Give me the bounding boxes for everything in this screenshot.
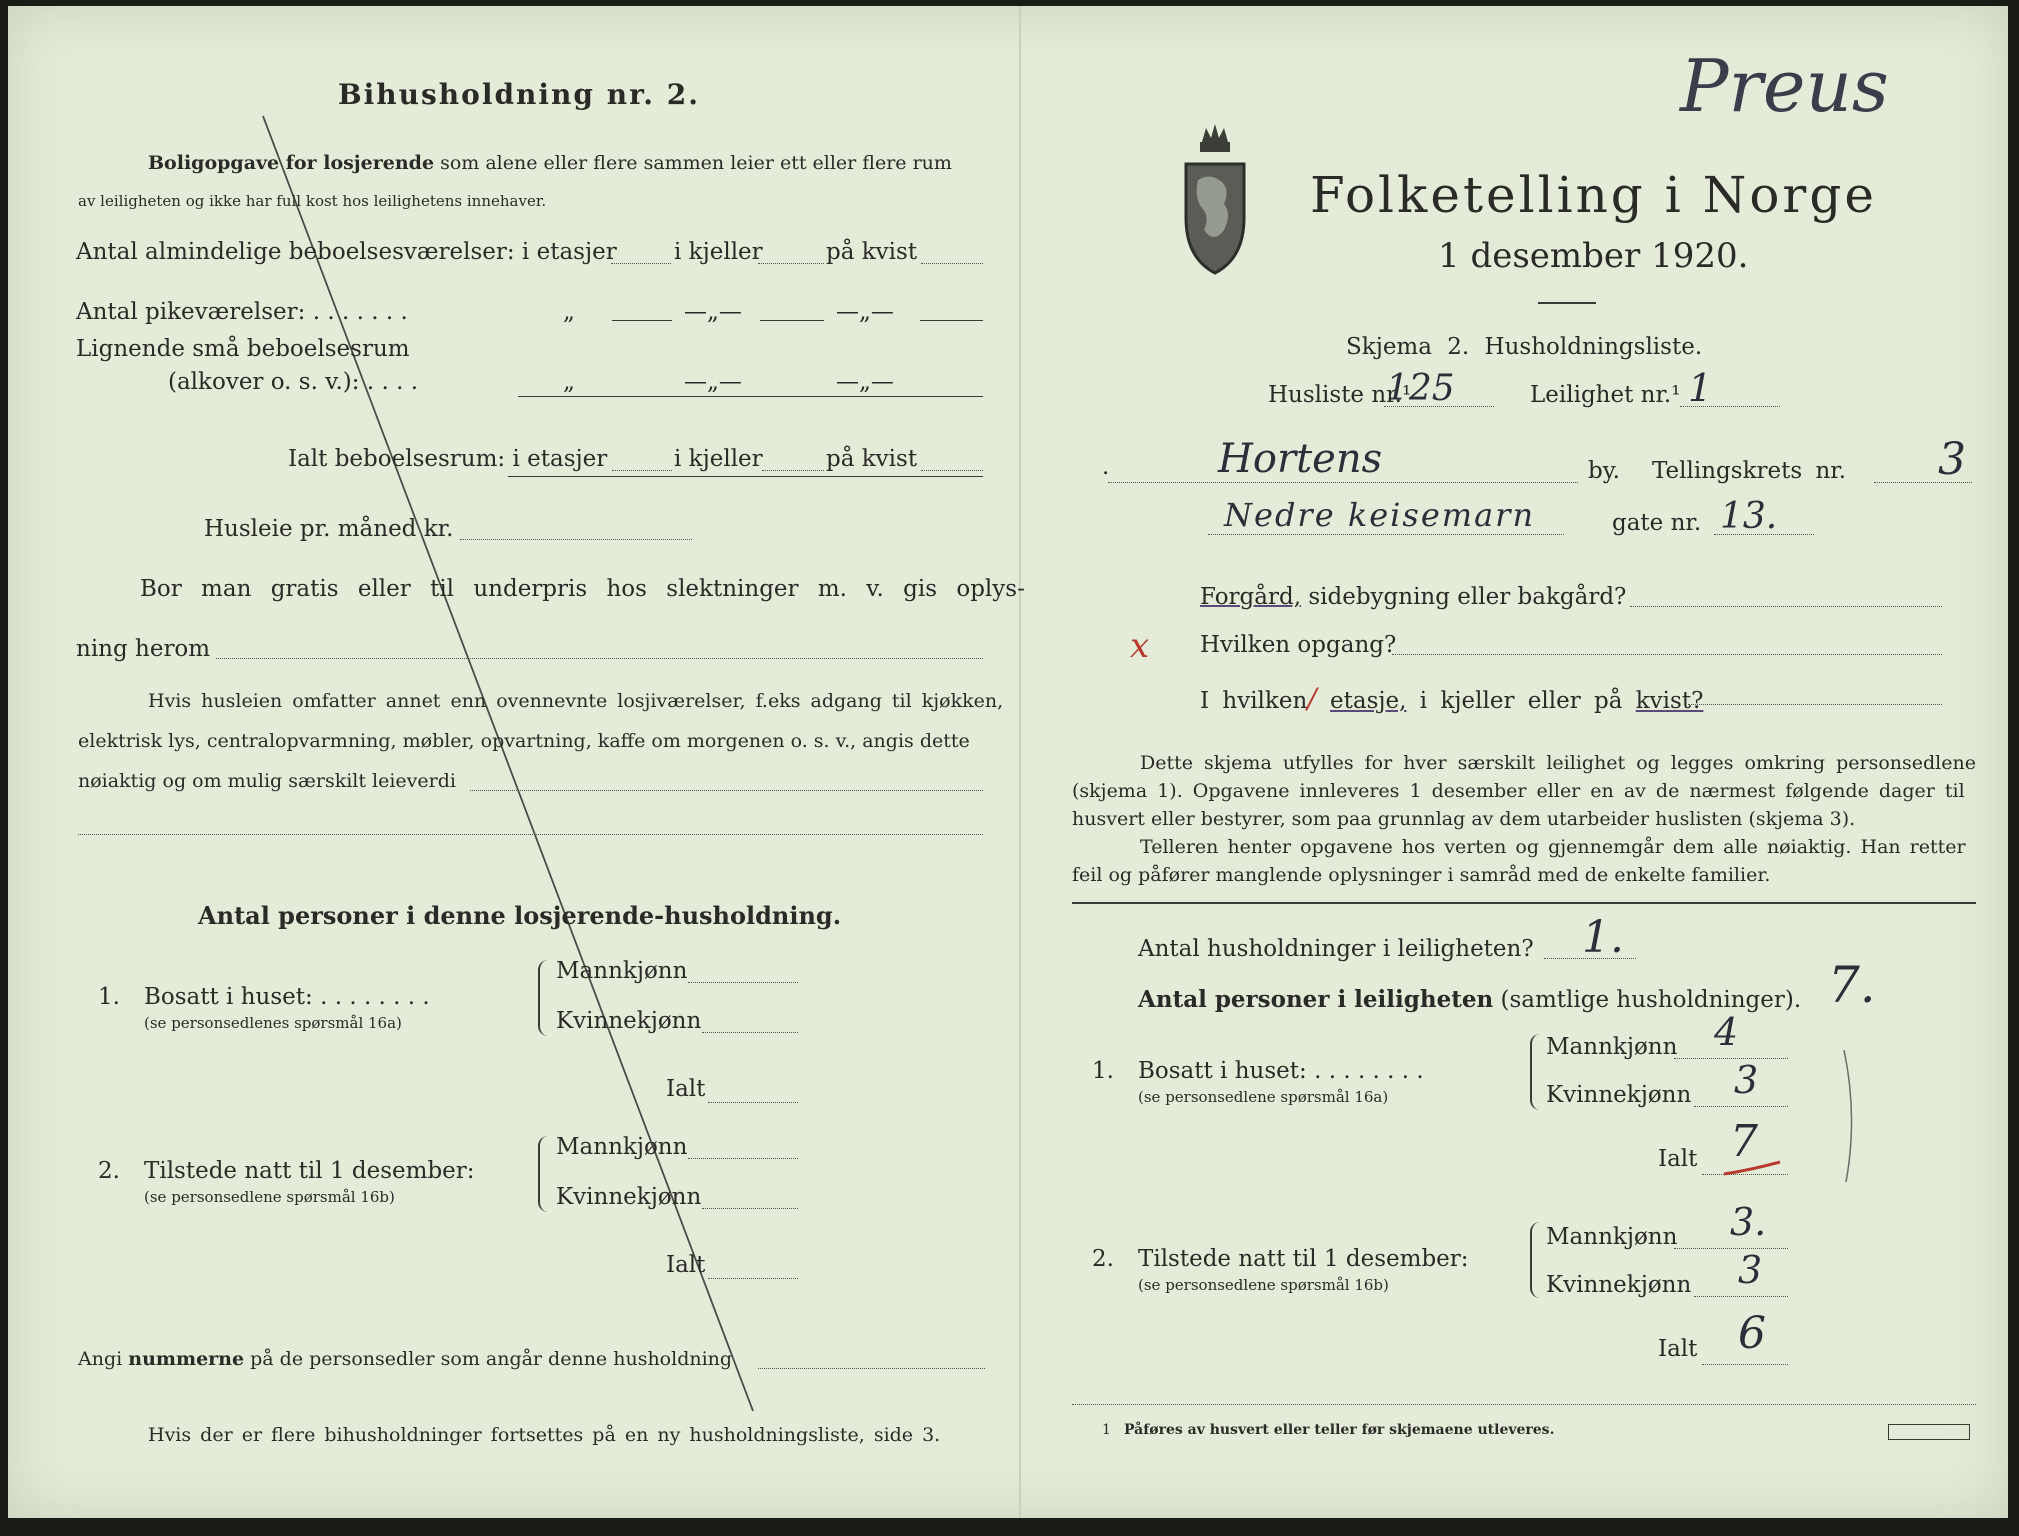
street-field	[1208, 534, 1564, 535]
pike-field-3[interactable]	[920, 320, 983, 321]
right-q1-mann-label: Mannkjønn	[1546, 1034, 1678, 1060]
left-q2-mann-field[interactable]	[688, 1158, 798, 1159]
gate-label: gate nr.	[1612, 510, 1702, 536]
krets-value[interactable]: 3	[1938, 434, 1966, 485]
intro-line2: av leiligheten og ikke har full kost hos leilighetens innehaver.	[78, 192, 547, 210]
lignende-ditto: „	[563, 369, 575, 395]
angi-rest: på de personsedler som angår denne husholdning	[250, 1348, 733, 1370]
left-q2-ialt-field[interactable]	[708, 1278, 798, 1279]
left-title: Bihusholdning nr. 2.	[338, 78, 700, 111]
left-q2-num: 2.	[98, 1158, 120, 1184]
lignende-underline	[518, 396, 983, 397]
right-q2-label: Tilstede natt til 1 desember:	[1138, 1246, 1469, 1272]
info-line-3: husvert eller bestyrer, som paa grunnlag av dem utarbeider huslisten (skjema 3).	[1072, 808, 1856, 830]
right-q2-brace	[1530, 1222, 1546, 1298]
hvis-line-1: Hvis husleien omfatter annet enn ovennevnte losjiværelser, f.eks adgang til kjøkken,	[148, 690, 1004, 712]
street-value[interactable]: Nedre keisemarn	[1224, 496, 1536, 534]
gate-value[interactable]: 13.	[1720, 496, 1778, 537]
gate-field	[1714, 534, 1814, 535]
right-q2-kvinne-label: Kvinnekjønn	[1546, 1272, 1692, 1298]
forgard-rest: sidebygning eller bakgård?	[1308, 584, 1627, 610]
kvist-word[interactable]: kvist?	[1635, 688, 1704, 714]
info-line-2: (skjema 1). Opgavene innleveres 1 desember eller en av de nærmest følgende dager til	[1072, 780, 1965, 802]
opgang-field[interactable]	[1392, 654, 1942, 655]
right-q2-mann-value[interactable]: 3.	[1730, 1200, 1767, 1244]
leilighet-label: Leilighet nr.¹	[1530, 382, 1681, 408]
hvis-line-3: nøiaktig og om mulig særskilt leieverdi	[78, 770, 456, 792]
ialt-kvist-field[interactable]	[921, 470, 983, 471]
skjema-label: Skjema 2. Husholdningsliste.	[1346, 334, 1703, 360]
left-q1-kvinne-field[interactable]	[702, 1032, 798, 1033]
pike-dash-2: —„—	[836, 299, 894, 325]
angi-field[interactable]	[758, 1368, 985, 1369]
husleie-field[interactable]	[460, 539, 692, 540]
footnote-text: Påføres av husvert eller teller før skjemaene utleveres.	[1124, 1422, 1555, 1438]
leieverdi-field[interactable]	[470, 790, 983, 791]
personer-value[interactable]: 7.	[1828, 956, 1876, 1014]
left-q2-brace	[538, 1136, 554, 1212]
rooms-kvist-field[interactable]	[921, 263, 983, 264]
lignende-label-1: Lignende små beboelsesrum	[76, 336, 410, 362]
right-q1-kvinne-field	[1694, 1106, 1788, 1107]
footnote-divider	[1072, 1404, 1976, 1405]
ialt-kvist-label: på kvist	[826, 446, 918, 472]
city-value[interactable]: Hortens	[1218, 436, 1383, 482]
lignende-label-2: (alkover o. s. v.): . . . .	[168, 369, 419, 395]
page-fold	[1019, 6, 1021, 1518]
lignende-dash-2: —„—	[836, 369, 894, 395]
right-q1-mann-field	[1674, 1058, 1788, 1059]
right-q1-ialt-value[interactable]: 7	[1730, 1116, 1758, 1167]
coat-of-arms-icon	[1180, 118, 1250, 278]
pike-field-2[interactable]	[760, 320, 824, 321]
ialt-etasjer-field[interactable]	[612, 470, 672, 471]
persons-heading: Antal personer i denne losjerende-husholdning.	[198, 901, 842, 930]
city-field	[1108, 482, 1578, 483]
husliste-field	[1384, 406, 1494, 407]
forgard-word[interactable]: Forgård,	[1200, 584, 1302, 610]
left-footer: Hvis der er flere bihusholdninger fortsettes på en ny husholdningsliste, side 3.	[148, 1424, 941, 1446]
left-q1-mann-label: Mannkjønn	[556, 958, 688, 984]
right-q1-num: 1.	[1092, 1058, 1114, 1084]
krets-field	[1874, 482, 1972, 483]
info-line-4: Telleren henter opgavene hos verten og gjennemgår dem alle nøiaktig. Han retter	[1140, 836, 1966, 858]
etasje-mid: i kjeller eller på	[1419, 688, 1623, 714]
left-q2-label: Tilstede natt til 1 desember:	[144, 1158, 475, 1184]
right-q1-brace	[1530, 1034, 1546, 1110]
left-q2-kvinne-label: Kvinnekjønn	[556, 1184, 702, 1210]
angi-pre: Angi	[78, 1348, 123, 1370]
opgang-label: Hvilken opgang?	[1200, 632, 1397, 658]
left-q2-sub: (se personsedlene spørsmål 16b)	[144, 1188, 395, 1206]
personer-bold: Antal personer i leiligheten	[1138, 986, 1494, 1013]
pike-dash-1: —„—	[684, 299, 742, 325]
left-q1-kvinne-label: Kvinnekjønn	[556, 1008, 702, 1034]
leilighet-field	[1680, 406, 1780, 407]
ialt-kjeller-label: i kjeller	[674, 446, 763, 472]
pike-label: Antal pikeværelser: . . . . . . .	[76, 299, 408, 325]
bor-line-2: ning herom	[76, 636, 211, 662]
right-q1-mann-value[interactable]: 4	[1714, 1010, 1739, 1054]
right-q2-sub: (se personsedlene spørsmål 16b)	[1138, 1276, 1389, 1294]
intro-bold: Boligopgave for losjerende	[148, 152, 435, 174]
lignende-dash-1: —„—	[684, 369, 742, 395]
right-q1-ialt-label: Ialt	[1658, 1146, 1698, 1172]
husliste-label: Husliste nr.¹	[1268, 382, 1412, 408]
right-q2-mann-label: Mannkjønn	[1546, 1224, 1678, 1250]
red-check-mark	[1720, 1156, 1784, 1180]
right-title: Folketelling i Norge	[1310, 166, 1877, 224]
right-q1-kvinne-value[interactable]: 3	[1734, 1058, 1759, 1102]
right-q2-num: 2.	[1092, 1246, 1114, 1272]
right-q2-ialt-value[interactable]: 6	[1738, 1308, 1766, 1359]
pike-ditto: „	[563, 299, 575, 325]
husliste-value[interactable]: 125	[1386, 368, 1455, 409]
left-q2-ialt-label: Ialt	[666, 1252, 706, 1278]
right-q1-label: Bosatt i huset: . . . . . . . .	[1138, 1058, 1424, 1084]
right-q1-sub: (se personsedlene spørsmål 16a)	[1138, 1088, 1389, 1106]
forgard-field[interactable]	[1630, 606, 1942, 607]
printer-stamp	[1888, 1424, 1970, 1440]
pike-field-1[interactable]	[612, 320, 672, 321]
by-label: by.	[1588, 458, 1620, 484]
right-q2-kvinne-field	[1694, 1296, 1788, 1297]
rooms-kjeller-field[interactable]	[758, 263, 824, 264]
etasje-word[interactable]: etasje,	[1330, 688, 1407, 714]
date-mark	[1538, 302, 1596, 304]
right-q2-ialt-label: Ialt	[1658, 1336, 1698, 1362]
pencil-bracket	[1838, 1046, 1868, 1186]
left-q1-ialt-label: Ialt	[666, 1076, 706, 1102]
opgang-mark: x	[1130, 626, 1150, 666]
info-line-5: feil og påfører manglende oplysninger i samråd med de enkelte familier.	[1072, 864, 1771, 886]
right-q2-ialt-field	[1702, 1364, 1788, 1365]
left-q1-mann-field[interactable]	[688, 982, 798, 983]
strike-line	[8, 6, 1018, 1518]
left-q2-kvinne-field[interactable]	[702, 1208, 798, 1209]
intro-rest: som alene eller flere sammen leier ett eller flere rum	[440, 152, 952, 174]
bor-line-1: Bor man gratis eller til underpris hos slektninger m. v. gis oplys-	[140, 576, 1025, 602]
rooms-kvist-label: på kvist	[826, 239, 918, 265]
signature: Preus	[1680, 44, 1889, 128]
right-date: 1 desember 1920.	[1438, 236, 1749, 276]
hush-label: Antal husholdninger i leiligheten?	[1138, 936, 1534, 962]
left-q2-mann-label: Mannkjønn	[556, 1134, 688, 1160]
husleie-label: Husleie pr. måned kr.	[204, 516, 454, 542]
ialt-rooms-label: Ialt beboelsesrum: i etasjer	[288, 446, 608, 472]
angi-bold: nummerne	[128, 1348, 245, 1370]
right-q2-kvinne-value[interactable]: 3	[1738, 1248, 1763, 1292]
section-divider	[1072, 902, 1976, 904]
rooms-etasjer-field[interactable]	[611, 263, 671, 264]
leieverdi-field-2[interactable]	[78, 834, 983, 835]
bor-field[interactable]	[216, 658, 983, 659]
etasje-pre: I hvilken	[1200, 688, 1308, 714]
footnote-num: 1	[1102, 1422, 1111, 1438]
ialt-kjeller-field[interactable]	[762, 470, 824, 471]
left-q1-sub: (se personsedlenes spørsmål 16a)	[144, 1014, 402, 1032]
left-q1-label: Bosatt i huset: . . . . . . . .	[144, 984, 430, 1010]
left-q1-ialt-field[interactable]	[708, 1102, 798, 1103]
hush-value[interactable]: 1.	[1582, 912, 1624, 963]
right-q2-mann-field	[1674, 1248, 1788, 1249]
census-form-sheet: Bihusholdning nr. 2. Boligopgave for losjerende som alene eller flere sammen leier ett eller flere rum av leiligheten og ikke har full kost hos leilighetens innehaver. Antal almindelige beboelsesværelser: i etasjer i kjeller på kvist Antal pikeværelser: . . . . . . . „ —„— —„— Lignende små beboelsesrum (alkover o. s. v.): . . . . „ —„— —„— Ialt beboelsesrum: i etasjer i kjeller på kvist Husleie pr. måned kr. Bor man gratis eller til underpris hos slektninger m. v. gis oplys- ning herom Hvis husleien omfatter annet enn ovennevnte losjiværelser, f.eks adgang til kjøkken, elektrisk lys, centralopvarmning, møbler, opvartning, kaffe om morgenen o. s. v., angis dette nøiaktig og om mulig særskilt leieverdi Antal personer i denne losjerende-husholdning. 1. Bosatt i huset: . . . . . . . . (se personsedlenes spørsmål 16a) Mannkjønn Kvinnekjønn Ialt 2. Tilstede natt til 1 desember: (se personsedlene spørsmål 16b) Mannkjønn Kvinnekjønn Ialt Angi nummerne på de personsedler som angår denne husholdning Hvis der er flere bihusholdninger fortsettes på en ny husholdningsliste, side 3. Folketelling i Norge 1 desember 1920. Preus Skjema 2. Husholdningsliste. Husliste nr.¹ 125 Leilighet nr.¹ 1 . Hortens by. Tellingskrets nr. 3 Nedre keisemarn gate nr. 13. Forgård, sidebygning eller bakgård? x Hvilken opgang? I hvilken/ etasje, i kjeller eller på kvist? Dette skjema utfylles for hver særskilt leilighet og legges omkring personsedlene (skjema 1). Opgavene innleveres 1 desember eller en av de nærmest følgende dager til husvert eller bestyrer, som paa grunnlag av dem utarbeider huslisten (skjema 3). Telleren henter opgavene hos verten og gjennemgår dem alle nøiaktig. Han retter feil og påfører manglende oplysninger i samråd med de enkelte familier. Antal husholdninger i leiligheten? 1. Antal personer i leiligheten (samtlige husholdninger). 7. 1. Bosatt i huset: . . . . . . . . (se personsedlene spørsmål 16a) Mannkjønn 4 Kvinnekjønn 3 Ialt 7 2. Tilstede natt til 1 desember: (se personsedlene spørsmål 16b) Mannkjønn 3. Kvinnekjønn 3 Ialt 6 1 Påføres av husvert eller teller før skjemaene utleveres.	[8, 6, 2008, 1518]
rooms-label: Antal almindelige beboelsesværelser: i etasjer	[76, 239, 617, 265]
hush-field	[1544, 958, 1636, 959]
krets-label: Tellingskrets nr.	[1652, 458, 1847, 484]
hvis-line-2: elektrisk lys, centralopvarmning, møbler, opvartning, kaffe om morgenen o. s. v., angis dette	[78, 730, 970, 752]
leilighet-value[interactable]: 1	[1688, 366, 1713, 410]
rooms-kjeller-label: i kjeller	[674, 239, 763, 265]
ialt-underline	[508, 476, 983, 477]
etasje-field[interactable]	[1688, 704, 1942, 705]
personer-rest: (samtlige husholdninger).	[1500, 987, 1802, 1013]
left-q1-brace	[538, 960, 554, 1036]
info-line-1: Dette skjema utfylles for hver særskilt leilighet og legges omkring personsedlene	[1140, 752, 1976, 774]
right-q1-kvinne-label: Kvinnekjønn	[1546, 1082, 1692, 1108]
left-q1-num: 1.	[98, 984, 120, 1010]
